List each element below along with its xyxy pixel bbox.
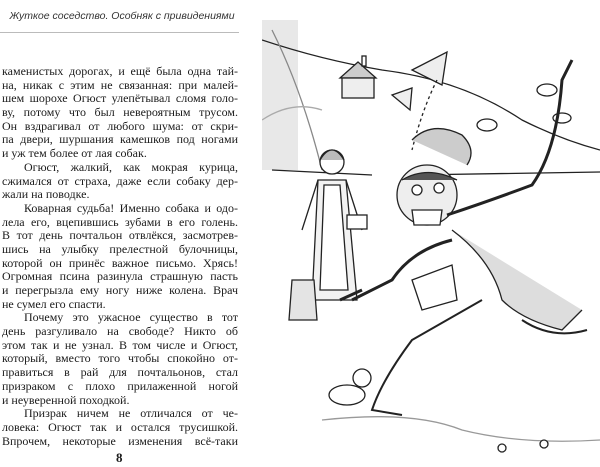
text-line: Призрак ничем не отличался от че-: [24, 406, 238, 421]
text-line: Почему это ужасное существо в тот: [24, 310, 238, 325]
text-line: лела его, вцепившись зубами в его голень.: [2, 214, 238, 229]
bird-icons: [498, 440, 548, 452]
text-line: Впрочем, некоторые изменения всё-таки: [2, 433, 238, 448]
text-line: ловека: Огюст так и остался трусишкой.: [2, 419, 238, 434]
text-line: шись на улыбку прелестной булочницы,: [2, 241, 238, 256]
text-line: не сумел его спасти.: [2, 296, 106, 311]
text-line: Огюст, жалкий, как мокрая курица,: [24, 159, 238, 174]
text-line: Он вздрагивал от любого шума: от скри-: [2, 118, 238, 133]
text-line: день разгуливало на свободе? Никто об: [2, 324, 238, 339]
text-line: и неуверенной походкой.: [2, 392, 130, 407]
text-line: призраком с плохо прилаженной ногой: [2, 378, 238, 393]
text-line: и перегрызла ему ногу ниже колена. Врач: [2, 283, 238, 297]
text-line: жали на поводке.: [2, 187, 90, 202]
text-line: В тот день почтальон отвлёкся, засмотрев-: [2, 228, 238, 243]
text-line: сжимался от страха, даже если собаку дер-: [2, 173, 238, 188]
body-text: [2, 65, 238, 448]
text-line: ву, потому что был невероятным трусом.: [2, 105, 238, 120]
text-line: Огромная псина разинула страшную пасть: [2, 269, 238, 284]
running-header: Жуткое соседство. Особняк с привидениями: [9, 10, 235, 22]
text-line: на, никак с этим не связанная: при малей-: [2, 77, 238, 92]
dog-icon: [329, 369, 371, 405]
text-line: этом так и не узнал. В том числе и Огюст,: [2, 337, 238, 352]
ground: [322, 417, 600, 442]
text-line: правиться в рай для почтальонов, стал: [2, 365, 238, 380]
illustration-running-postman: [262, 0, 600, 467]
text-line: шем шорохе Огюст улепётывал сломя голо-: [2, 91, 238, 106]
house-icon: [340, 56, 376, 98]
header-divider: [0, 32, 239, 33]
text-line: которой он принёс важное письмо. Хрясь!: [2, 255, 238, 270]
milk-can-icon: [289, 280, 317, 320]
postman: [340, 60, 587, 415]
text-line: па двери, шуршания камешков под ногами: [2, 132, 238, 147]
text-line: Коварная судьба! Именно собака и одо-: [24, 200, 238, 215]
text-line: каменистых дорогах, и ещё была одна тай-: [2, 64, 238, 78]
text-line: и уж тем более от лая собак.: [2, 146, 147, 161]
text-line: который, вместо того чтобы спокойно от-: [2, 351, 238, 366]
page-number: 8: [116, 450, 123, 465]
